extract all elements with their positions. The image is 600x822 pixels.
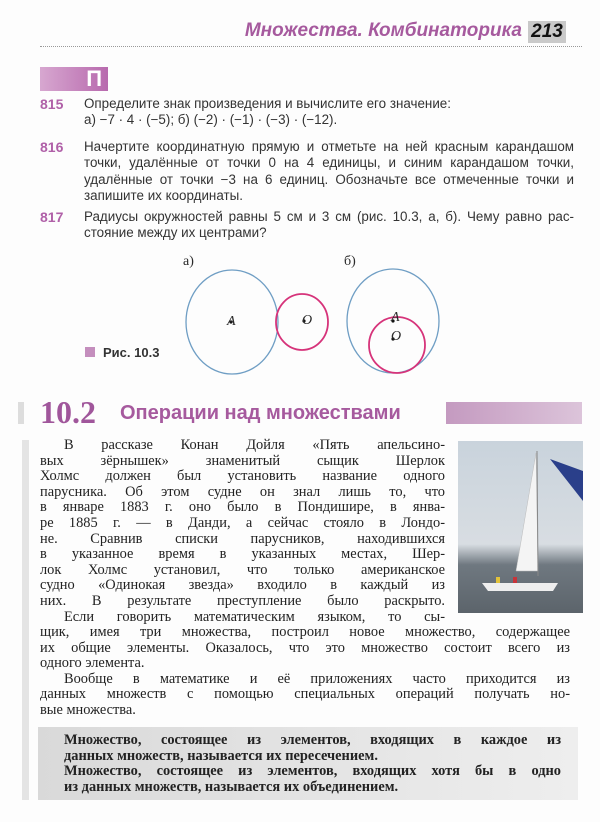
story-paragraph-continued: [40, 625, 570, 719]
margin-rule: [22, 440, 29, 800]
problem-line: а) −7 · 4 · (−5); б) (−2) · (−1) · (−3) · (−12).: [84, 112, 338, 128]
text-line: судно «Одинокая звезда» входило в каждый из: [40, 577, 445, 594]
text-line: вых зёрнышек» знаменитый сыщик Шерлок: [40, 452, 445, 469]
point-label-o: O: [302, 313, 313, 328]
figure-10-3: [0, 250, 600, 380]
problem-line: стояние между их центрами?: [84, 225, 267, 241]
text-line: данных множеств с помощью специальных операций получать но-: [40, 686, 570, 703]
text-line: их общие элементы. Оказалось, что это множество состоит всего из: [40, 639, 570, 656]
point-label-o: O: [391, 329, 402, 344]
definition-line: из данных множеств, называется их объединением.: [64, 778, 399, 795]
problem-number: 815: [40, 96, 64, 112]
sailboat-illustration: [458, 441, 583, 613]
sailboat-photo: [458, 441, 583, 613]
section-title: Операции над множествами: [120, 402, 401, 424]
problem-text: [84, 96, 574, 129]
figure-label-b: б): [344, 254, 356, 269]
section-number: 10.2: [40, 394, 96, 430]
point-label-a: A: [391, 310, 400, 325]
text-line: лок Холмс установил, что только американское: [40, 561, 445, 578]
section-bar-right: [446, 402, 582, 424]
definition-line: данных множеств, называется их пересечением.: [64, 747, 378, 764]
definition-line: Множество, состоящее из элементов, входящих в каждое из: [64, 732, 561, 748]
figure-label-a: а): [183, 254, 194, 269]
text-line: щик, имея три множества, построил новое множество, содержащее: [40, 624, 570, 640]
text-line: вые множества.: [40, 701, 136, 718]
text-line: Холмс должен был установить название одного: [40, 468, 445, 485]
header-divider: [40, 46, 582, 47]
definitions: [64, 733, 561, 795]
text-line: парусника. Об этом судне он знал лишь то, что: [40, 483, 445, 500]
problem-line: Определите знак произведения и вычислите его значение:: [84, 96, 451, 111]
section-bar-left: [18, 402, 24, 424]
problem-text: [84, 209, 574, 242]
text-line: В рассказе Конан Дойля «Пять апельсино-: [64, 437, 445, 453]
definition-line: Множество, состоящее из элементов, входящих хотя бы в одно: [64, 763, 561, 780]
text-line: Если говорить математическим языком, то сы-: [64, 608, 445, 625]
problem-number: 817: [40, 209, 64, 225]
text-line: Вообще в математике и её приложениях часто приходится из: [64, 670, 570, 687]
problem-line: запишите их координаты.: [84, 187, 243, 203]
section-badge: П: [40, 67, 108, 91]
point-label-a: A: [227, 314, 236, 329]
text-line: в указанное время в указанных местах, Шер-: [40, 546, 445, 563]
figure-caption: Рис. 10.3: [85, 345, 159, 360]
problem-line: Начертите координатную прямую и отметьте на ней красным карандашом: [84, 139, 574, 154]
running-header-title: Множества. Комбинаторика: [244, 20, 522, 41]
page-number: 213: [528, 21, 566, 43]
problem-number: 816: [40, 139, 64, 155]
text-line: в январе 1883 г. оно было в Пондишире, в янва-: [40, 499, 445, 516]
text-line: них. В результате преступление было раскрыто.: [40, 592, 445, 609]
problem-line: удалённые от точки −3 на 6 единиц. Обозначьте все отмеченные точки и: [84, 171, 574, 187]
text-line: ре 1885 г. — в Данди, а сейчас стояло в Лондо-: [40, 514, 445, 531]
problem-text: [84, 139, 574, 204]
problem-line: Радиусы окружностей равны 5 см и 3 см (рис. 10.3, а, б). Чему равно рас-: [84, 209, 574, 224]
story-paragraph: [40, 438, 445, 625]
text-line: одного элемента.: [40, 655, 145, 672]
text-line: не. Сравнив списки парусников, находившихся: [40, 530, 445, 547]
problem-line: точки, удалённые от точки 0 на 4 единицы, и синим карандашом точки,: [84, 155, 574, 171]
